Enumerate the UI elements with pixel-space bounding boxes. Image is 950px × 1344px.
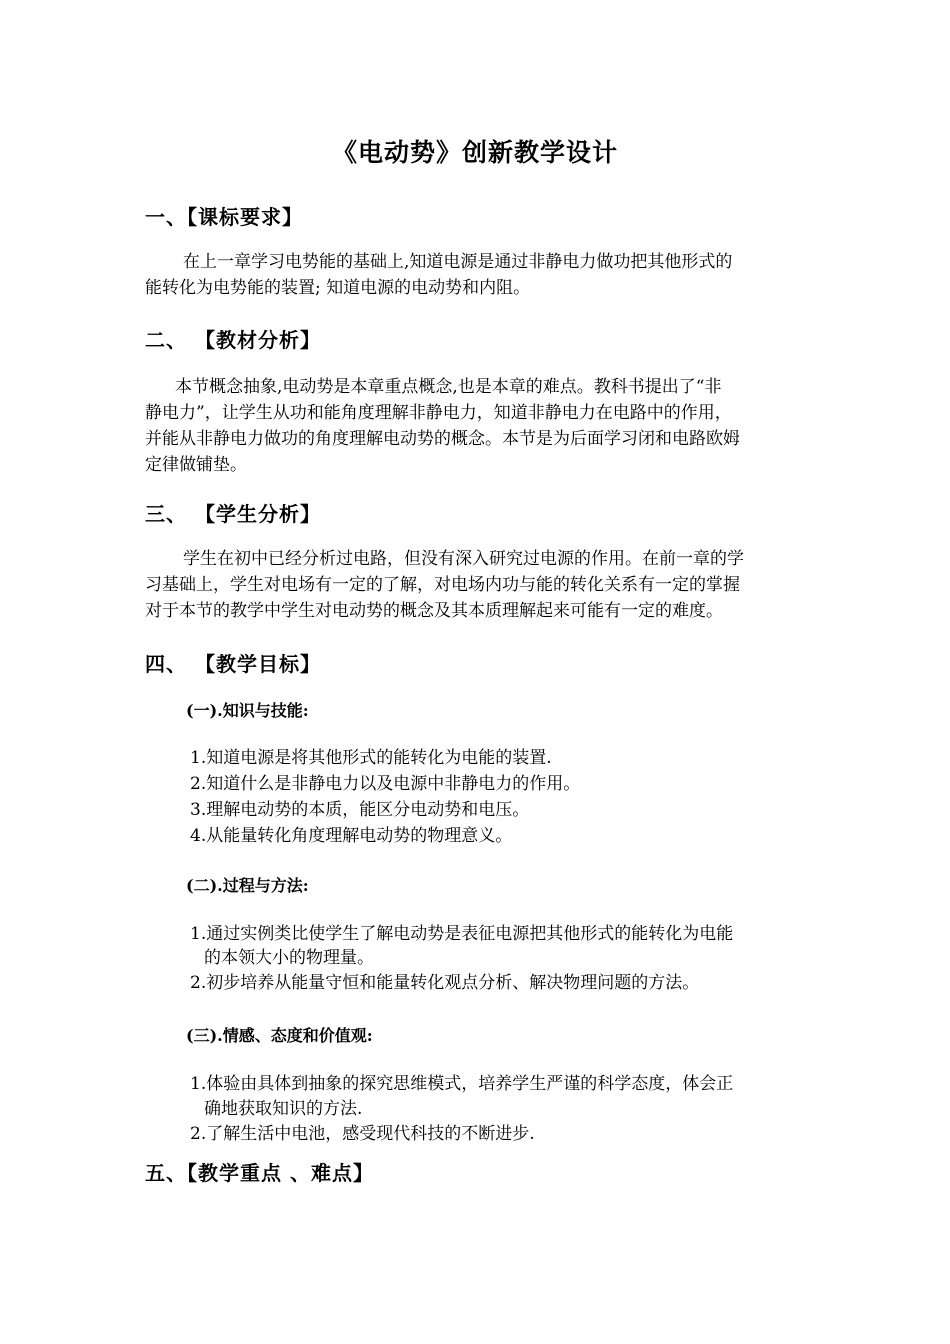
section-heading-textbook: 二、 【教材分析】 — [145, 328, 321, 352]
paragraph-line: 定律做铺垫。 — [145, 455, 247, 475]
section-paragraph-standards — [145, 249, 805, 301]
list-item: 2.初步培养从能量守恒和能量转化观点分析、解决物理问题的方法。 — [190, 973, 700, 993]
paragraph-line: 对于本节的教学中学生对电动势的概念及其本质理解起来可能有一定的难度。 — [145, 601, 723, 621]
list-item: 2.知道什么是非静电力以及电源中非静电力的作用。 — [190, 774, 581, 794]
paragraph-line: 本节概念抽象,电动势是本章重点概念,也是本章的难点。教科书提出了“非 — [175, 377, 722, 397]
list-item: 4.从能量转化角度理解电动势的物理意义。 — [190, 826, 513, 846]
subsection-title-values: (三).情感、态度和价值观: — [186, 1026, 373, 1045]
list-item-continuation: 的本领大小的物理量。 — [204, 948, 374, 968]
paragraph-line: 静电力”，让学生从功和能角度理解非静电力，知道非静电力在电路中的作用， — [145, 403, 732, 423]
paragraph-line: 习基础上，学生对电场有一定的了解，对电场内功与能的转化关系有一定的掌握 — [145, 575, 740, 595]
section-heading-students: 三、 【学生分析】 — [145, 502, 321, 526]
list-item: 1.通过实例类比使学生了解电动势是表征电源把其他形式的能转化为电能 — [190, 924, 734, 944]
subsection-title-knowledge: (一).知识与技能: — [186, 701, 309, 720]
document-title: 《电动势》创新教学设计 — [331, 138, 618, 167]
list-item: 2.了解生活中电池，感受现代科技的不断进步. — [190, 1124, 535, 1144]
list-item: 1.体验由具体到抽象的探究思维模式，培养学生严谨的科学态度，体会正 — [190, 1074, 734, 1094]
list-item: 3.理解电动势的本质，能区分电动势和电压。 — [190, 800, 530, 820]
section-paragraph-textbook — [145, 374, 805, 478]
section-heading-objectives: 四、 【教学目标】 — [145, 652, 321, 676]
list-item: 1.知道电源是将其他形式的能转化为电能的装置. — [190, 748, 552, 768]
list-item-continuation: 确地获取知识的方法. — [204, 1099, 363, 1119]
section-heading-standards: 一、【课标要求】 — [145, 205, 303, 229]
paragraph-line: 在上一章学习电势能的基础上,知道电源是通过非静电力做功把其他形式的 — [183, 252, 733, 272]
paragraph-line: 能转化为电势能的装置; 知道电源的电动势和内阻。 — [145, 278, 531, 298]
section-heading-key-points: 五、【教学重点 、难点】 — [145, 1161, 374, 1185]
section-paragraph-students — [145, 546, 805, 624]
paragraph-line: 学生在初中已经分析过电路，但没有深入研究过电源的作用。在前一章的学 — [183, 549, 744, 569]
subsection-title-process: (二).过程与方法: — [186, 876, 309, 895]
paragraph-line: 并能从非静电力做功的角度理解电动势的概念。本节是为后面学习闭和电路欧姆 — [145, 429, 740, 449]
